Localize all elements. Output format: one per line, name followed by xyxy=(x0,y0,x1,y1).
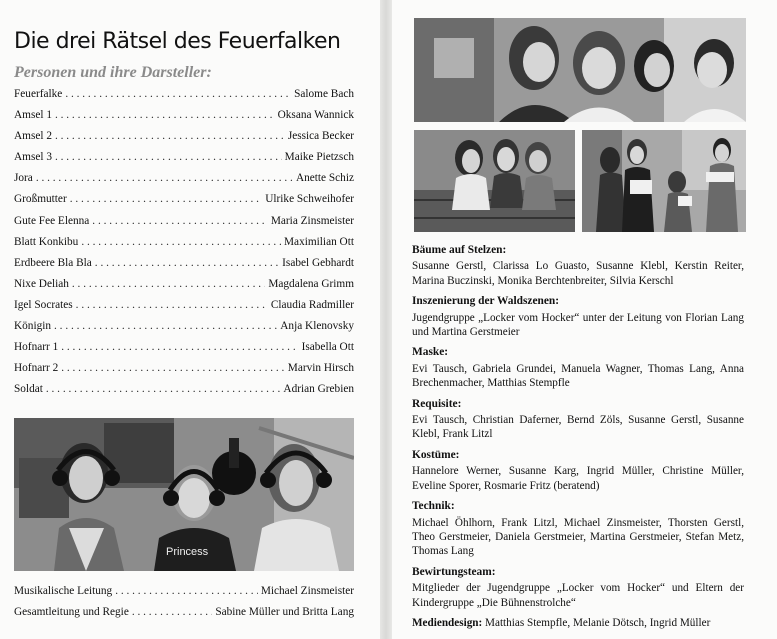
credit-row xyxy=(14,606,354,627)
crew-section xyxy=(412,397,744,442)
credit-role: Musikalische Leitung xyxy=(14,585,113,597)
credits-list xyxy=(14,585,354,627)
dot-leader xyxy=(46,383,281,395)
dot-leader xyxy=(92,215,268,227)
role-name: Amsel 3 xyxy=(14,151,52,164)
section-text: Matthias Stempfle, Melanie Dötsch, Ingrid Müller xyxy=(485,616,711,629)
role-name: Königin xyxy=(14,320,52,333)
role-name: Amsel 2 xyxy=(14,130,52,143)
photo-group-rehearsal xyxy=(414,18,746,122)
cast-row xyxy=(14,383,354,404)
page-gutter xyxy=(380,0,392,639)
actor-name: Adrian Grebien xyxy=(283,383,354,396)
cast-row xyxy=(14,362,354,383)
cast-row xyxy=(14,299,354,320)
cast-row xyxy=(14,215,354,236)
cast-list xyxy=(14,88,354,404)
cast-row xyxy=(14,278,354,299)
page-title: Die drei Rätsel des Feuerfalken xyxy=(14,28,341,54)
crew-section xyxy=(412,345,744,390)
role-name: Soldat xyxy=(14,383,43,396)
actor-name: Claudia Radmiller xyxy=(270,298,354,311)
photo-singers xyxy=(14,418,354,571)
actor-name: Anette Schiz xyxy=(295,172,354,185)
dot-leader xyxy=(115,585,258,597)
cast-row xyxy=(14,341,354,362)
dot-leader xyxy=(61,341,298,353)
cast-row xyxy=(14,320,354,341)
cast-row xyxy=(14,193,354,214)
credit-name: Sabine Müller und Britta Lang xyxy=(215,606,354,618)
actor-name: Salome Bach xyxy=(294,88,354,100)
dot-leader xyxy=(54,320,277,332)
actor-name: Maike Pietzsch xyxy=(284,151,354,164)
cast-row xyxy=(14,236,354,257)
role-name: Nixe Deliah xyxy=(14,277,69,290)
credit-name: Michael Zinsmeister xyxy=(260,585,354,597)
actor-name: Magdalena Grimm xyxy=(268,277,354,290)
actor-name: Anja Klenovsky xyxy=(280,320,354,333)
dot-leader xyxy=(70,193,263,205)
section-heading: Bewirtungsteam: xyxy=(412,565,496,578)
role-name: Hofnarr 2 xyxy=(14,362,59,375)
role-name: Großmutter xyxy=(14,193,67,206)
role-name: Amsel 1 xyxy=(14,109,52,122)
cast-row xyxy=(14,151,354,172)
crew-credits xyxy=(412,243,744,636)
dot-leader xyxy=(61,362,285,374)
cast-subtitle: Personen und ihre Darsteller: xyxy=(14,64,212,81)
actor-name: Maria Zinsmeister xyxy=(270,214,354,227)
actor-name: Marvin Hirsch xyxy=(287,362,354,375)
section-text: Mitglieder der Jugendgruppe „Locker vom Hocker“ und Eltern der Kindergruppe „Die Bühnenstrolche“ xyxy=(412,582,744,609)
dot-leader xyxy=(55,109,275,121)
dot-leader xyxy=(95,257,279,269)
actor-name: Maximilian Ott xyxy=(284,235,354,248)
media-design-line xyxy=(412,616,744,630)
section-text: Michael Öhlhorn, Frank Litzl, Michael Zinsmeister, Thorsten Gerstl, Theo Gerstmeier, Daniela Gerstmeier, Martina Gerstmeier, Stefan Metz, Thomas Lang xyxy=(412,516,744,558)
actor-name: Jessica Becker xyxy=(287,130,354,143)
cast-row xyxy=(14,130,354,151)
role-name: Igel Socrates xyxy=(14,298,73,311)
role-name: Blatt Konkibu xyxy=(14,235,79,248)
section-heading: Inszenierung der Waldszenen: xyxy=(412,295,560,308)
role-name: Gute Fee Elenna xyxy=(14,214,90,227)
section-text: Evi Tausch, Gabriela Grundei, Manuela Wagner, Thomas Lang, Anna Brechenmacher, Matthias Stempfle xyxy=(412,362,744,390)
section-text: Susanne Gerstl, Clarissa Lo Guasto, Susanne Klebl, Kerstin Reiter, Marina Buczinski, Monika Berchtenbreiter, Silvia Kerschl xyxy=(412,260,744,287)
credit-role: Gesamtleitung und Regie xyxy=(14,606,129,618)
cast-row xyxy=(14,172,354,193)
section-text: Hannelore Werner, Susanne Karg, Ingrid Müller, Christine Müller, Eveline Sporer, Rosmarie Fritz (beratend) xyxy=(412,465,744,492)
dot-leader xyxy=(55,151,282,163)
section-heading: Technik: xyxy=(412,500,455,513)
role-name: Jora xyxy=(14,172,33,185)
cast-row xyxy=(14,88,354,109)
dot-leader xyxy=(65,88,291,100)
section-heading: Mediendesign: xyxy=(412,616,483,629)
dot-leader xyxy=(76,299,268,311)
dot-leader xyxy=(132,606,212,618)
section-heading: Maske: xyxy=(412,346,449,359)
crew-section xyxy=(412,565,744,610)
crew-section xyxy=(412,294,744,339)
photo-script-reading xyxy=(582,130,746,232)
actor-name: Isabel Gebhardt xyxy=(282,256,354,269)
cast-row xyxy=(14,257,354,278)
shirt-print: Princess xyxy=(166,546,209,558)
dot-leader xyxy=(72,278,265,290)
cast-row xyxy=(14,109,354,130)
credit-row xyxy=(14,585,354,606)
photo-girls-seated xyxy=(414,130,575,232)
role-name: Feuerfalke xyxy=(14,88,63,100)
crew-section xyxy=(412,499,744,559)
crew-section xyxy=(412,448,744,493)
role-name: Erdbeere Bla Bla xyxy=(14,256,92,269)
dot-leader xyxy=(36,172,293,184)
crew-section xyxy=(412,243,744,288)
dot-leader xyxy=(55,130,285,142)
section-heading: Bäume auf Stelzen: xyxy=(412,244,507,256)
actor-name: Oksana Wannick xyxy=(277,109,354,122)
section-text: Evi Tausch, Christian Daferner, Bernd Zöls, Susanne Gerstl, Susanne Klebl, Frank Litzl xyxy=(412,414,744,441)
role-name: Hofnarr 1 xyxy=(14,341,59,354)
section-heading: Requisite: xyxy=(412,397,462,410)
actor-name: Ulrike Schweihofer xyxy=(265,193,354,206)
section-heading: Kostüme: xyxy=(412,448,460,461)
section-text: Jugendgruppe „Locker vom Hocker“ unter der Leitung von Florian Lang und Martina Gerstmeier xyxy=(412,311,744,339)
dot-leader xyxy=(81,236,281,248)
actor-name: Isabella Ott xyxy=(301,341,354,354)
